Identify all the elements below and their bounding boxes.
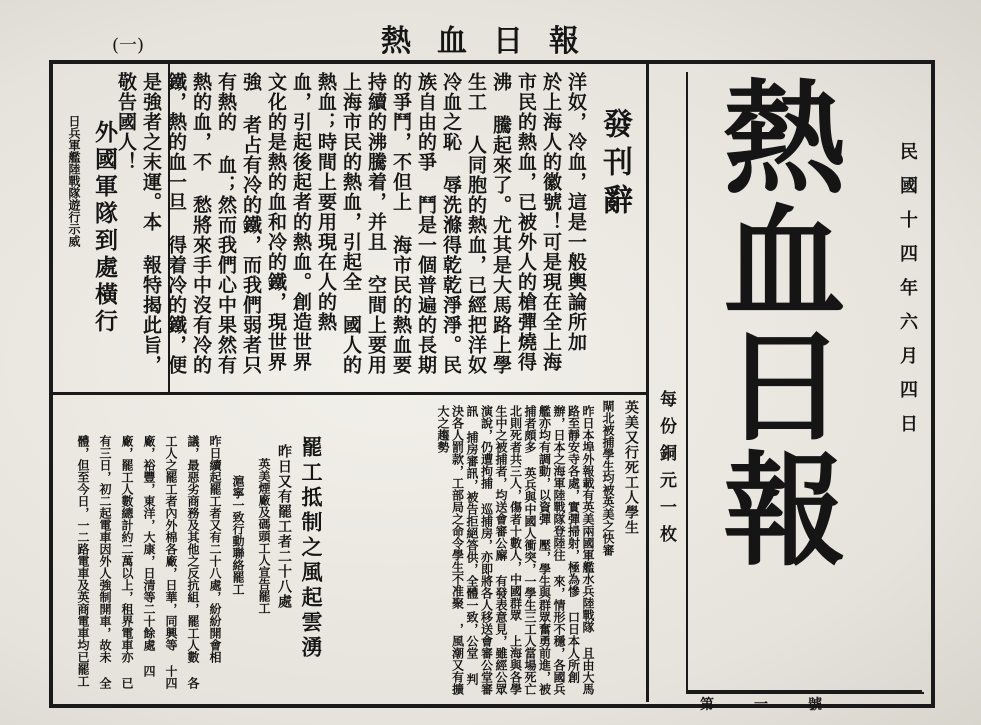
strike-line: 議，最惡劣商務及其他之反抗組，罷工人數 <box>186 435 200 663</box>
students-subhead: 閘北被捕學生均被英美之快審 <box>601 400 615 556</box>
students-line: 英兵與中國人衝突，一學生三工人當場死亡 <box>523 467 537 695</box>
editorial-line: 騰起來了。尤其是大馬路上學生工 <box>465 72 512 375</box>
students-line: 昨日本埠外報載有英美兩國軍艦水兵陸戰隊 <box>581 405 595 633</box>
students-headline: 英美又行死工人學生 <box>623 400 639 535</box>
page-number: (一) <box>112 35 145 56</box>
editorial-line: 血，引起後起者的熱血。創造世界 <box>290 72 312 372</box>
students-line: 且由大馬路至靜安寺各處，實彈掃射，極為慘 <box>566 405 595 695</box>
masthead-divider <box>646 64 649 702</box>
editorial-line: 於上海人的徽號！可是現在全上海 <box>540 72 562 372</box>
strike-line: 已有三日，初二起電車因外人強制開車，故未 <box>98 435 134 689</box>
strike-body <box>56 435 226 697</box>
price: 每份銅元一枚 <box>656 390 676 552</box>
editorial-line: 得着冷的鐵，便是強者之末運。本 <box>140 72 187 375</box>
editorial-line: 血；然而我們心中果然有熱的血，不 <box>190 72 237 375</box>
editorial-line: 人同胞的熱血，已經把洋奴冷血之恥 <box>440 72 487 375</box>
foreign-troops-subhead: 日兵軍艦陸戰隊遊行示威 <box>67 115 81 247</box>
editorial-line: 海市民的熱血要持續的沸騰着，并且 <box>365 72 412 375</box>
foreign-troops-headline: 外國軍隊到處橫行 <box>91 120 118 336</box>
students-line: 北則死者共三人，傷者十數人，中國群眾 <box>508 405 523 621</box>
editorial-body <box>115 72 588 390</box>
editorial-line: 國人的熱血；時間上要用現在人的熱 <box>315 72 362 375</box>
students-body <box>350 405 595 695</box>
strike-line: 四廠，罷工人數總計約二萬以上，租界電車亦 <box>120 435 156 677</box>
running-head: 熱血日報 <box>381 24 605 59</box>
strike-item2: 滬寧一致行動聯絡罷工 <box>231 475 245 595</box>
students-line: 捕房審訊，被告拒絕答供，全體一致，公堂 <box>465 431 479 659</box>
strike-item1: 英美煙廠及碼頭工人宣告罷工 <box>257 458 271 614</box>
issue-number: 第一號 <box>700 697 862 713</box>
editorial-line: 空間上要用上海市民的熱血，引起全 <box>340 72 387 375</box>
students-line: 口日本人所創辦，日本之海軍陸戰隊登陸往 <box>552 405 581 683</box>
strike-line: 全體，但至今日，一二路電車及英商電車均已罷工 <box>76 435 112 689</box>
strike-subhead: 昨日又有罷工者二十八處 <box>276 444 292 609</box>
editorial-line: 文化的是熱的血和冷的鐵，現世界強 <box>240 72 287 372</box>
strike-line: 各工人之罷工者內外棉各廠，日華，同興等 <box>164 435 200 689</box>
students-line: 來，情形不穩，各國兵艦亦均有調動，以資彈 <box>537 405 566 695</box>
editorial-line: 報特揭此旨，敬告國人！ <box>115 72 162 375</box>
strike-headline: 罷工抵制之風起雲湧 <box>299 436 324 661</box>
editorial-line: 市民的熱血，已被外人的槍彈燒得沸 <box>490 72 537 372</box>
editorial-line: 洋奴，冷血，這是一般輿論所加 <box>565 72 587 352</box>
editorial-line: 辱洗滌得乾乾淨淨。民族自由的爭 <box>415 72 462 375</box>
masthead-bottom-rule <box>686 690 922 692</box>
editorial-title: 發刊辭 <box>597 108 632 222</box>
students-line: 壓，學生與群眾奮勇前進，被捕者頗多 <box>523 405 552 695</box>
students-line: 巡捕房，亦即將各人移送會審公堂審訊 <box>465 405 494 695</box>
students-line: 有發表意見，雖經公眾演說，仍遭拘捕 <box>479 405 508 695</box>
section-divider <box>53 392 646 395</box>
students-line: ，風潮又有擴大之趨勢 <box>436 405 465 695</box>
issue-date: 民國十四年六月四日 <box>897 142 918 448</box>
editorial-line: 愁將來手中沒有冷的鐵，熱的血一旦 <box>165 72 212 375</box>
masthead-title: 熱血日報 <box>703 74 847 570</box>
strike-line: 十四廠，裕豐，東洋，大康，日清等二十餘處 <box>142 435 178 689</box>
students-line: 判決各人罰款，工部局之命令學生不准聚 <box>450 405 479 685</box>
editorial-line: 者占有冷的鐵，而我們弱者只有熱的 <box>215 72 262 375</box>
students-line: 上海與各學生中之被捕者，均送會審公廨 <box>494 405 523 695</box>
editorial-line: 鬥是一個普遍的長期的爭鬥，不但上 <box>390 72 437 375</box>
strike-line: 昨日續起罷工者又有二十八處，紛紛開會相 <box>208 435 222 663</box>
